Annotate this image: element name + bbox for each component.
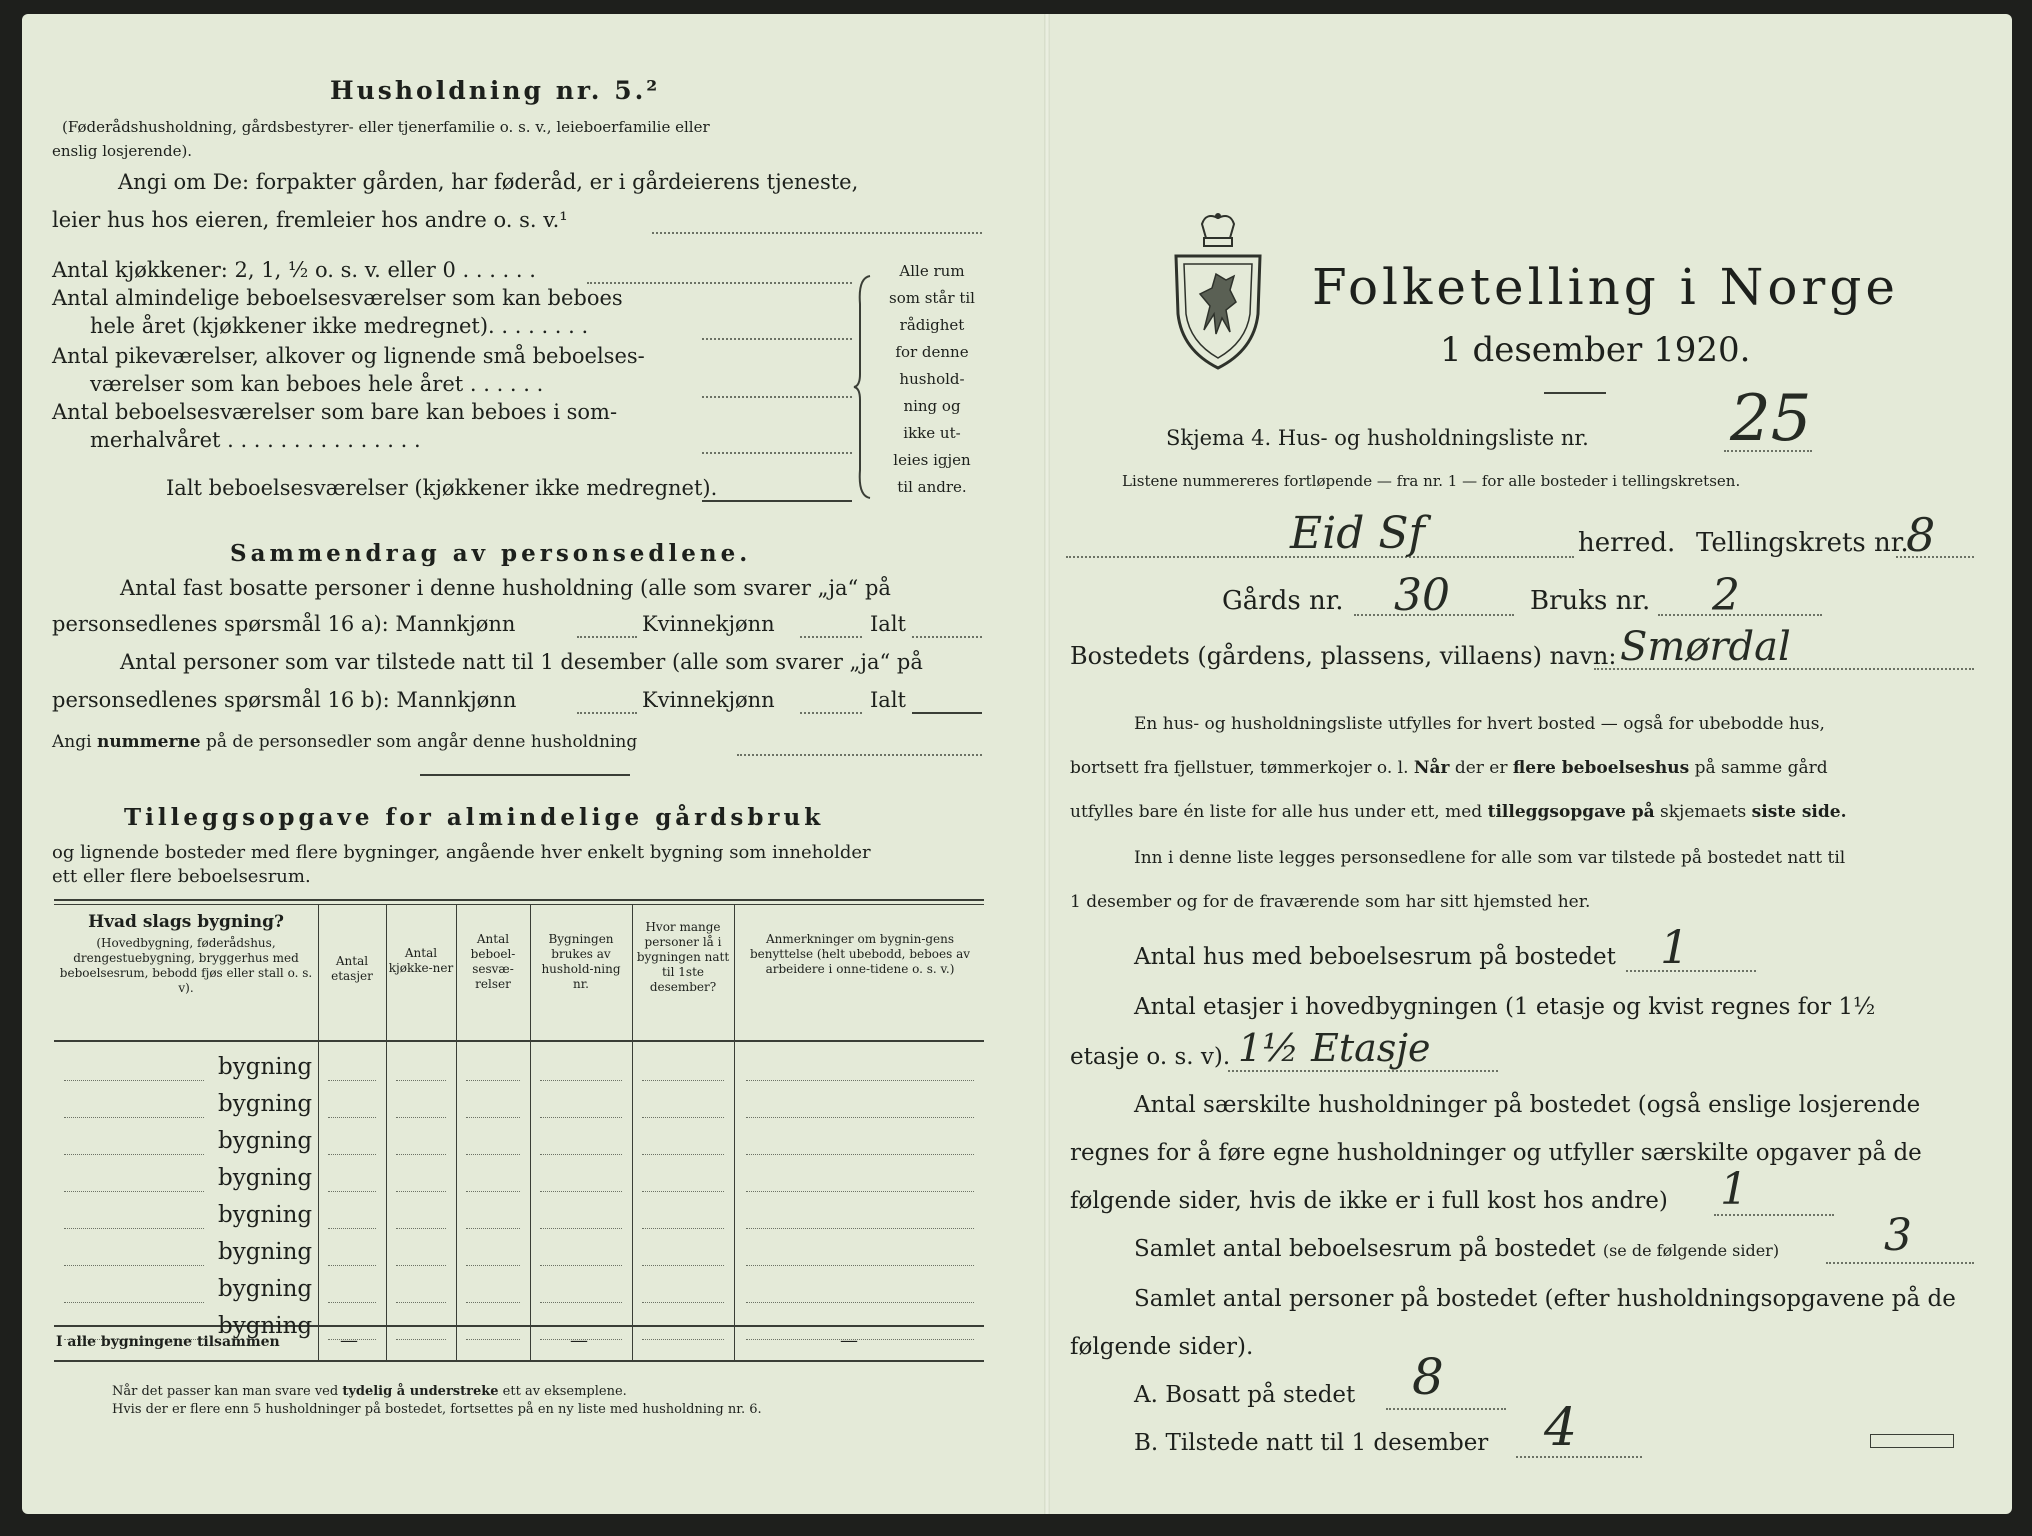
table-header-beboelsesvaerelser: Antal beboel-sesvæ-relser [470,932,516,991]
table-row-bygning-label: bygning [218,1313,313,1339]
rooms-pike-line2: værelser som kan beboes hele året . . . . . . [90,372,544,396]
footnote-line1: Når det passer kan man svare ved tydelig å understreke ett av eksemplene. [112,1384,627,1399]
gards-value: 30 [1394,570,1450,621]
table-cell-line [746,1117,974,1118]
table-row-bygning-label: bygning [218,1276,313,1302]
table-cell-line [466,1080,520,1081]
table-cell-line [642,1228,724,1229]
table-cell-line [64,1154,204,1155]
table-row-bygning-label: bygning [218,1091,313,1117]
household-intro-line1: (Føderådshusholdning, gårdsbestyrer- eller tjenerfamilie o. s. v., leieboerfamilie eller [62,118,710,136]
table-cell-line [466,1117,520,1118]
angi-om-line1: Angi om De: forpakter gården, har føderåd, er i gårdeierens tjeneste, [118,170,859,194]
table-total-husholdning-dash: — [570,1330,588,1351]
title-divider [1544,392,1606,394]
skjema-value: 25 [1730,382,1812,456]
etasjer-answer-line [1228,1070,1498,1072]
angi-om-line2: leier hus hos eieren, fremleier hos andre o. s. v.¹ [52,208,568,232]
table-top-rule-2 [54,904,984,905]
sammendrag-a-kvinne-answer [800,636,862,638]
footnote-line2: Hvis der er flere enn 5 husholdninger på bostedet, fortsettes på en ny liste med husholdning nr. 6. [112,1402,762,1417]
table-cell-line [540,1117,622,1118]
table-cell-line [466,1265,520,1266]
table-cell-line [396,1265,446,1266]
table-cell-line [328,1080,376,1081]
table-row-bygning-label: bygning [218,1128,313,1154]
bosatt-answer-line [1386,1408,1506,1410]
table-header-kjokkener: Antal kjøkke-ner [388,946,454,975]
tellingskrets-label: Tellingskrets nr. [1696,528,1909,558]
table-row-bygning-label: bygning [218,1054,313,1080]
household-title: Husholdning nr. 5.² [330,76,661,105]
table-top-rule [54,899,984,901]
rooms-alm-line2: hele året (kjøkkener ikke medregnet). . . . . . . . [90,314,589,338]
table-cell-line [540,1080,622,1081]
sammendrag-b-ialt-answer [912,712,982,714]
bosted-value: Smørdal [1620,624,1791,670]
table-header-bygning: Hvad slags bygning? (Hovedbygning, føderådshus, drengestuebygning, bryggerhus med beboelsesrum, bebodd fjøs eller stall o. s. v). [59,912,313,995]
personer-line1: Samlet antal personer på bostedet (efter husholdningsopgavene på de [1134,1286,1956,1312]
sammendrag-b-line1: Antal personer som var tilstede natt til 1 desember (alle som svarer „ja“ på [120,650,923,674]
info-line5: 1 desember og for de fraværende som har sitt hjemsted her. [1070,892,1591,912]
table-cell-line [396,1154,446,1155]
household-intro-line2: enslig losjerende). [52,142,193,160]
husholdninger-line1: Antal særskilte husholdninger på bostedet (også enslige losjerende [1134,1092,1921,1118]
table-cell-line [642,1191,724,1192]
beboelsesrum-answer-line [1826,1262,1974,1264]
table-header-rule [54,1040,984,1042]
table-cell-line [746,1339,974,1340]
table-cell-line [466,1228,520,1229]
info-line4: Inn i denne liste legges personsedlene for alle som var tilstede på bostedet natt til [1134,848,1846,868]
sammendrag-a-ialt-answer [912,636,982,638]
info-line3: utfylles bare én liste for alle hus under ett, med tilleggsopgave på skjemaets siste side. [1070,802,1847,822]
table-row-bygning-label: bygning [218,1202,313,1228]
table-header-husholdning: Bygningen brukes av hushold-ning nr. [541,932,621,991]
table-cell-line [466,1339,520,1340]
husholdninger-line3: følgende sider, hvis de ikke er i full kost hos andre) [1070,1188,1668,1214]
table-cell-line [746,1191,974,1192]
sammendrag-a-line1: Antal fast bosatte personer i denne husholdning (alle som svarer „ja“ på [120,576,891,600]
table-cell-line [746,1228,974,1229]
bosatt-value: 8 [1412,1348,1444,1406]
tilstede-value: 4 [1544,1398,1578,1458]
tillegg-desc-line2: ett eller flere beboelsesrum. [52,866,311,887]
tillegg-title: Tilleggsopgave for almindelige gårdsbruk [124,804,825,831]
tillegg-desc-line1: og lignende bosteder med flere bygninger, angående hver enkelt bygning som inneholder [52,842,871,863]
table-cell-line [64,1191,204,1192]
table-cell-line [396,1191,446,1192]
table-cell-line [466,1191,520,1192]
table-cell-line [466,1154,520,1155]
table-cell-line [396,1228,446,1229]
table-total-anmerkninger-dash: — [840,1330,858,1351]
etasjer-line2: etasje o. s. v). [1070,1044,1231,1070]
table-cell-line [746,1080,974,1081]
table-cell-line [540,1302,622,1303]
table-cell-line [328,1154,376,1155]
tilstede-answer-line [1516,1456,1642,1458]
rooms-ialt: Ialt beboelsesværelser (kjøkkener ikke medregnet). [166,476,718,500]
table-col-divider [386,904,387,1360]
table-cell-line [396,1339,446,1340]
sammendrag-b-kvinne-answer [800,712,862,714]
table-cell-line [64,1302,204,1303]
table-col-divider [632,904,633,1360]
table-cell-line [642,1265,724,1266]
table-row-bygning-label: bygning [218,1239,313,1265]
table-cell-line [396,1117,446,1118]
rooms-kjokkener-answer [587,282,852,284]
table-col-divider [530,904,531,1360]
rooms-sommer-answer [702,452,852,454]
gards-label: Gårds nr. [1222,586,1344,616]
sammendrag-a-ialt: Ialt [870,612,906,636]
table-cell-line [642,1339,724,1340]
table-cell-line [642,1154,724,1155]
bosted-label: Bostedets (gårdens, plassens, villaens) navn: [1070,642,1617,670]
section-divider [420,774,630,776]
listene-note: Listene nummereres fortløpende — fra nr. 1 — for alle bosteder i tellingskretsen. [1122,472,1741,490]
rooms-brace [852,274,874,500]
table-cell-line [396,1080,446,1081]
rooms-sommer-line2: merhalvåret . . . . . . . . . . . . . . . [90,428,421,452]
rooms-ialt-answer [702,500,852,502]
table-col-divider [318,904,319,1360]
angi-om-answer-line [652,232,982,234]
table-cell-line [540,1228,622,1229]
husholdninger-value: 1 [1720,1164,1748,1215]
sammendrag-b-ialt: Ialt [870,688,906,712]
info-line2: bortsett fra fjellstuer, tømmerkojer o. l. Når der er flere beboelseshus på samme gård [1070,758,1828,778]
table-cell-line [396,1302,446,1303]
table-cell-line [540,1191,622,1192]
sammendrag-angi-nummerne: Angi nummerne på de personsedler som angår denne husholdning [52,732,638,752]
table-cell-line [642,1117,724,1118]
hus-value: 1 [1660,920,1690,974]
beboelsesrum-value: 3 [1884,1210,1912,1261]
tellingskrets-value: 8 [1906,508,1936,562]
table-total-label: I alle bygningene tilsammen [56,1334,280,1350]
table-header-personer: Hvor mange personer lå i bygningen natt til 1ste desember? [636,920,730,994]
tilstede-label: B. Tilstede natt til 1 desember [1134,1430,1489,1456]
table-cell-line [746,1154,974,1155]
rooms-pike-answer [702,396,852,398]
skjema-label: Skjema 4. Hus- og husholdningsliste nr. [1166,426,1589,450]
table-cell-line [642,1080,724,1081]
herred-value: Eid Sf [1290,508,1425,559]
beboelsesrum-label: Samlet antal beboelsesrum på bostedet (se de følgende sider) [1134,1236,1780,1262]
etasjer-line1: Antal etasjer i hovedbygningen (1 etasje og kvist regnes for 1½ [1134,994,1876,1020]
sammendrag-angi-answer [737,754,982,756]
bosatt-label: A. Bosatt på stedet [1134,1382,1356,1408]
sammendrag-a-mann-answer [577,636,637,638]
husholdninger-line2: regnes for å føre egne husholdninger og utfyller særskilte opgaver på de [1070,1140,1922,1166]
table-col-divider [456,904,457,1360]
form-date: 1 desember 1920. [1440,330,1751,370]
printer-stamp [1870,1434,1954,1448]
table-header-anmerkninger: Anmerkninger om bygnin-gens benyttelse (helt ubebodd, beboes av arbeidere i onne-tidene o. s. v.) [749,932,971,976]
personer-line2: følgende sider). [1070,1334,1254,1360]
table-total-etasjer-dash: — [340,1330,358,1351]
table-cell-line [64,1265,204,1266]
table-col-divider [734,904,735,1360]
table-cell-line [328,1265,376,1266]
bruks-value: 2 [1712,570,1740,621]
table-cell-line [64,1117,204,1118]
table-cell-line [642,1302,724,1303]
table-cell-line [746,1265,974,1266]
table-cell-line [466,1302,520,1303]
table-cell-line [64,1228,204,1229]
table-cell-line [540,1154,622,1155]
table-total-rule [54,1325,984,1327]
table-cell-line [328,1191,376,1192]
bruks-answer-line [1658,614,1822,616]
sammendrag-b-kvinne: Kvinnekjønn [642,688,775,712]
norway-coat-of-arms-icon [1170,210,1266,372]
hus-label: Antal hus med beboelsesrum på bostedet [1134,944,1616,970]
table-row-bygning-label: bygning [218,1165,313,1191]
rooms-kjokkener: Antal kjøkkener: 2, 1, ½ o. s. v. eller 0 . . . . . . [52,258,536,282]
table-cell-line [540,1265,622,1266]
table-cell-line [746,1302,974,1303]
sammendrag-b-line2: personsedlenes spørsmål 16 b): Mannkjønn [52,688,517,712]
page-fold [1044,14,1050,1514]
table-cell-line [64,1080,204,1081]
etasjer-value: 1½ Etasje [1238,1026,1431,1070]
rooms-alm-answer [702,338,852,340]
sammendrag-b-mann-answer [577,712,637,714]
rooms-sommer-line1: Antal beboelsesværelser som bare kan beboes i som- [52,400,618,424]
sammendrag-a-kvinne: Kvinnekjønn [642,612,775,636]
herred-label: herred. [1578,528,1676,558]
rooms-alm-line1: Antal almindelige beboelsesværelser som kan beboes [52,286,623,310]
table-cell-line [328,1302,376,1303]
table-bottom-rule [54,1360,984,1362]
info-line1: En hus- og husholdningsliste utfylles for hvert bosted — også for ubebodde hus, [1134,714,1825,734]
rooms-side-note: Alle rum som står til rådighet for denne hushold- ning og ikke ut- leies igjen til andre. [889,262,975,496]
table-header-etasjer: Antal etasjer [331,954,373,983]
hus-answer-line [1626,970,1756,972]
form-title: Folketelling i Norge [1312,258,1899,316]
rooms-pike-line1: Antal pikeværelser, alkover og lignende små beboelses- [52,344,645,368]
bruks-label: Bruks nr. [1530,586,1651,616]
sammendrag-title: Sammendrag av personsedlene. [230,540,752,567]
table-cell-line [328,1117,376,1118]
sammendrag-a-line2: personsedlenes spørsmål 16 a): Mannkjønn [52,612,516,636]
census-form-sheet [22,14,2012,1514]
table-cell-line [328,1228,376,1229]
